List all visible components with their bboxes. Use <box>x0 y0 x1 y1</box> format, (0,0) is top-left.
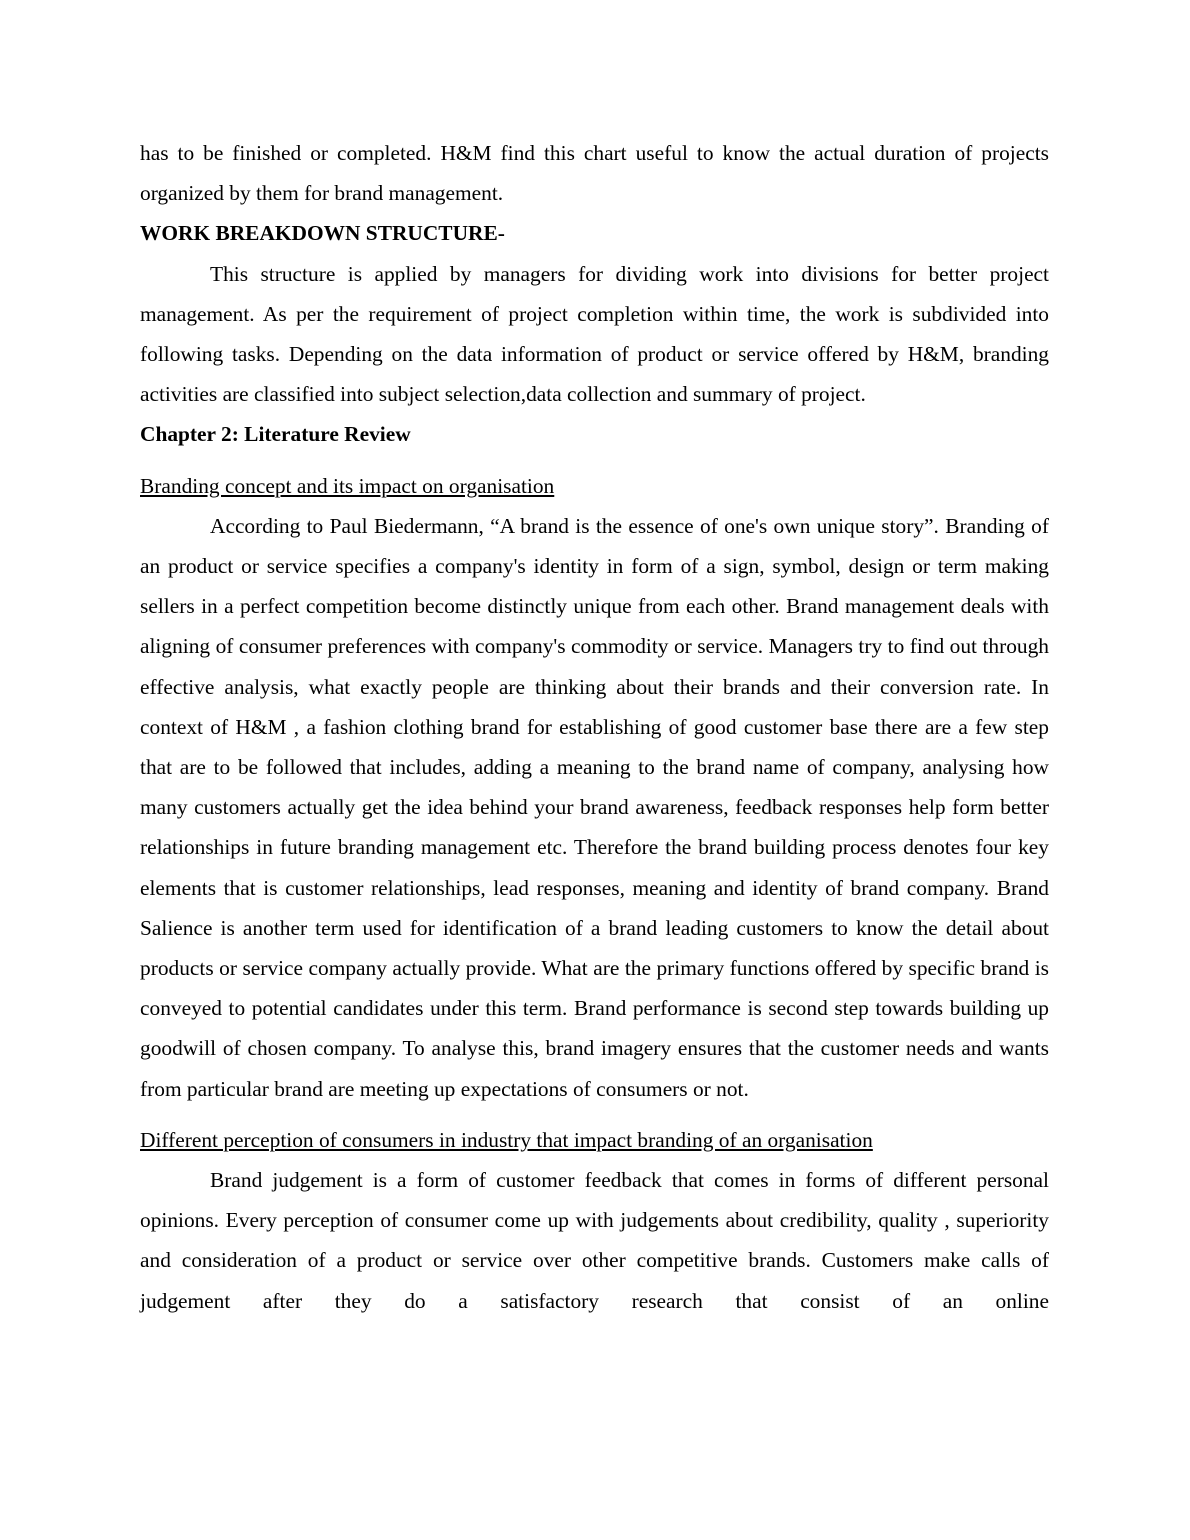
wbs-paragraph: This structure is applied by managers for dividing work into divisions for better project management. As per the requirement of project completion within time, the work is subdivided into following tasks. Depending on the data information of product or service offered by H&M, branding activities are classified into subject selection,data collection and summary of project. <box>140 261 1049 407</box>
wbs-heading: WORK BREAKDOWN STRUCTURE- <box>140 221 505 246</box>
section1-paragraph: According to Paul Biedermann, “A brand is the essence of one's own unique story”. Branding of an product or service specifies a company's identity in form of a sign, symbol, design or term making sellers in a perfect competition become distinctly unique from each other. Brand management deals with aligning of consumer preferences with company's commodity or service. Managers try to find out through effective analysis, what exactly people are thinking about their brands and their conversion rate. In context of H&M , a fashion clothing brand for establishing of good customer base there are a few step that are to be followed that includes, adding a meaning to the brand name of company, analysing how many customers actually get the idea behind your brand awareness, feedback responses help form better relationships in future branding management etc. Therefore the brand building process denotes four key elements that is customer relationships, lead responses, meaning and identity of brand company. Brand Salience is another term used for identification of a brand leading customers to know the detail about products or service company actually provide. What are the primary functions offered by specific brand is conveyed to potential candidates under this term. Brand performance is second step towards building up goodwill of chosen company. To analyse this, brand imagery ensures that the customer needs and wants from particular brand are meeting up expectations of consumers or not. <box>140 513 1049 1101</box>
section1-heading: Branding concept and its impact on organisation <box>140 473 555 498</box>
section2-heading: Different perception of consumers in industry that impact branding of an organisation <box>140 1127 873 1152</box>
document-page <box>140 133 1049 1321</box>
section2-paragraph: Brand judgement is a form of customer feedback that comes in forms of different personal opinions. Every perception of consumer come up with judgements about credibility, quality , superiority and consideration of a product or service over other competitive brands. Customers make calls of judgement after they do a satisfactory research that consist of an online <box>140 1168 1049 1313</box>
chapter-heading: Chapter 2: Literature Review <box>140 422 411 447</box>
continuation-paragraph: has to be finished or completed. H&M find this chart useful to know the actual duration of projects organized by them for brand management. <box>140 141 1049 206</box>
